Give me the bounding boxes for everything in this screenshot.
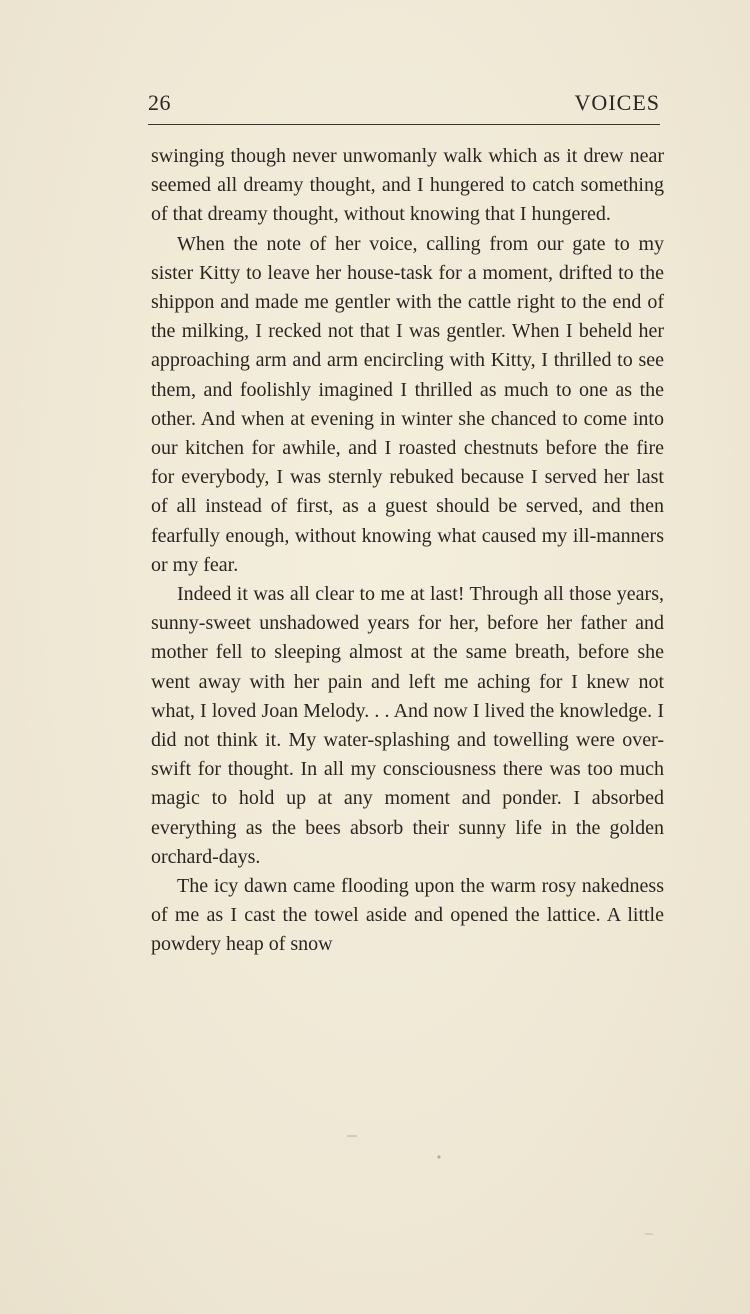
paragraph-continued: swinging though never unwomanly walk which as it drew near seemed all dreamy thought, and I hungered to catch something of that dreamy thought, without knowing that I hungered. bbox=[151, 145, 664, 226]
paragraph: The icy dawn came flooding upon the warm rosy nakedness of me as I cast the towel aside and opened the lattice. A little powdery heap of snow bbox=[151, 875, 664, 956]
paragraph: When the note of her voice, calling from our gate to my sister Kitty to leave her house-task for a moment, drifted to the shippon and made me gentler with the cattle right to the end of the milking, I recked not that I was gentler. When I beheld her approaching arm and arm encircling with Kitty, I thrilled to see them, and foolishly imagined I thrilled as much to one as the other. And when at evening in winter she chanced to come into our kitchen for awhile, and I roasted chestnuts before the fire for everybody, I was sternly rebuked because I served her last of all instead of first, as a guest should be served, and then fearfully enough, without knowing what caused my ill-manners or my fear. bbox=[151, 232, 664, 576]
header-rule bbox=[148, 124, 660, 125]
page-number: 26 bbox=[148, 90, 171, 115]
page-header bbox=[148, 90, 660, 124]
body-text bbox=[151, 142, 664, 960]
running-head: VOICES bbox=[574, 90, 660, 115]
paragraph: Indeed it was all clear to me at last! Through all those years, sunny-sweet unshadowed years for her, before her father and mother fell to sleeping almost at the same breath, before she went away with her pain and left me aching for I knew not what, I loved Joan Melody. . . And now I lived the knowledge. I did not think it. My water-splashing and towelling were over-swift for thought. In all my consciousness there was too much magic to hold up at any moment and ponder. I absorbed everything as the bees absorb their sunny life in the golden orchard-days. bbox=[151, 583, 664, 868]
